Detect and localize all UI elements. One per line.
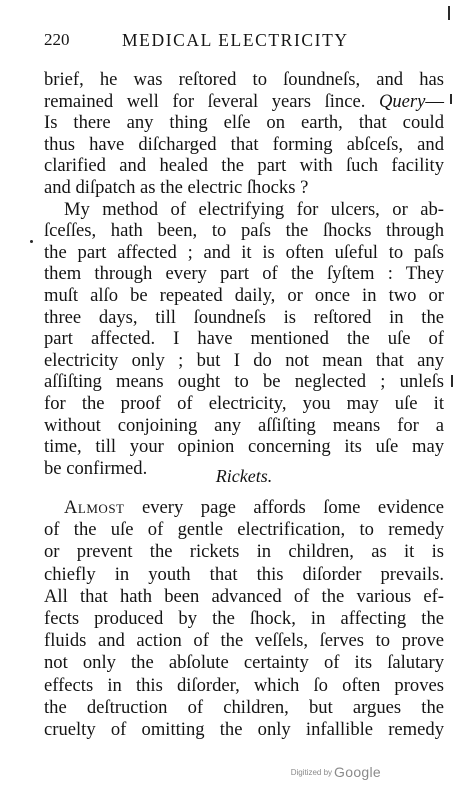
text-line: clarified and healed the part with ſuch facility: [44, 155, 444, 177]
text-line: muſt alſo be repeated daily, or once in two or: [44, 285, 444, 306]
text-line: My method of electrifying for ulcers, or ab-: [64, 198, 444, 220]
text-line: effects in this diſorder, which ſo often proves: [44, 674, 444, 696]
print-mark: [30, 240, 33, 243]
text-line: chiefly in youth that this diſorder prevails.: [44, 563, 444, 585]
text-line: time, till your opinion concerning its uſe may: [44, 436, 444, 458]
text-line: cruelty of omitting the only infallible remedy: [44, 719, 444, 740]
text-line: Is there any thing elſe on earth, that could: [44, 112, 444, 134]
text-line: or prevent the rickets in children, as it is: [44, 541, 444, 563]
text-line: ſceſſes, hath been, to paſs the ſhocks through: [44, 220, 444, 242]
text-line: and diſpatch as the electric ſhocks ?: [44, 177, 309, 198]
google-logo-text: Google: [334, 764, 381, 780]
text-line: fluids and action of the veſſels, ſerves to prove: [44, 630, 444, 652]
text-line: part affected. I have mentioned the uſe of: [44, 328, 444, 350]
text-line: the part affected ; and it is often uſeful to paſs: [44, 241, 444, 263]
running-title: MEDICAL ELECTRICITY: [122, 30, 349, 50]
text-line: of the uſe of gentle electrification, to remedy: [44, 519, 444, 541]
text-line: be confirmed.: [44, 457, 148, 479]
text-line: them through every part of the ſyſtem : They: [44, 263, 444, 285]
text-line: without conjoining any aſſiſting means for a: [44, 414, 444, 436]
text-line: All that hath been advanced of the various ef-: [44, 585, 444, 607]
text-line: fects produced by the ſhock, in affecting the: [44, 608, 444, 629]
digitized-watermark: Digitized by Google: [290, 764, 381, 780]
page-number: 220: [44, 30, 70, 49]
text-line: brief, he was reſtored to ſoundneſs, and has: [44, 69, 444, 90]
print-mark: [448, 6, 450, 20]
text-line: remained well for ſeveral years ſince. Query—: [44, 90, 444, 112]
print-mark: [450, 94, 452, 104]
text-line: electricity only ; but I do not mean that any: [44, 349, 444, 371]
text-line: not only the abſolute certainty of its ſalutary: [44, 652, 444, 674]
text-line: three days, till ſoundneſs is reſtored in the: [44, 306, 444, 328]
text-line: thus have diſcharged that forming abſceſs, and: [44, 133, 444, 155]
text-line: the deſtruction of children, but argues the: [44, 696, 444, 718]
text-line: Almost every page affords ſome evidence: [64, 497, 444, 518]
text-line: aſſiſting means ought to be neglected ; unleſs: [44, 371, 444, 393]
italic-query: Query: [378, 90, 426, 112]
print-mark: [451, 375, 453, 387]
section-heading: Rickets.: [215, 466, 273, 486]
small-caps-lead: Almost: [64, 497, 125, 518]
text-line: for the proof of electricity, you may uſe it: [44, 393, 444, 414]
